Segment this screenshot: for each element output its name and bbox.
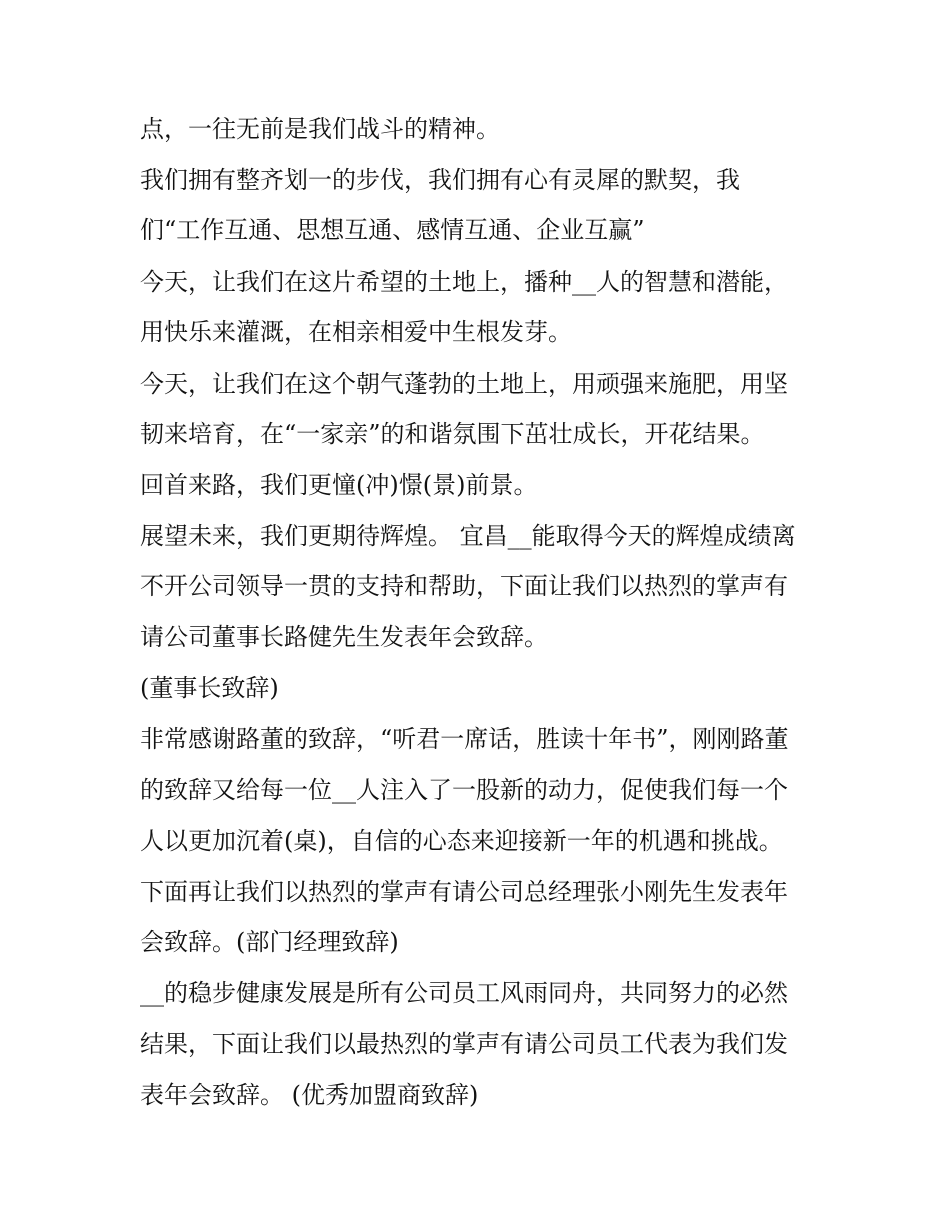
text-line: 们“工作互通、思想互通、感情互通、企业互赢” <box>140 216 645 244</box>
text-line: 的致辞又给每一位__人注入了一股新的动力，促使我们每一个 <box>140 776 788 804</box>
text-line: 今天，让我们在这个朝气蓬勃的土地上，用顽强来施肥，用坚 <box>140 370 788 398</box>
text-line: 结果，下面让我们以最热烈的掌声有请公司员工代表为我们发 <box>140 1030 788 1058</box>
text-line: 不开公司领导一贯的支持和帮助，下面让我们以热烈的掌声有 <box>140 572 788 600</box>
text-line: 用快乐来灌溉，在相亲相爱中生根发芽。 <box>140 318 572 346</box>
text-line: 下面再让我们以热烈的掌声有请公司总经理张小刚先生发表年 <box>140 878 788 906</box>
text-line: 点，一往无前是我们战斗的精神。 <box>140 115 500 143</box>
text-line: 人以更加沉着(桌)，自信的心态来迎接新一年的机遇和挑战。 <box>140 827 783 855</box>
text-line: 非常感谢路董的致辞，“听君一席话，胜读十年书”，刚刚路董 <box>140 725 789 753</box>
text-line: 请公司董事长路健先生发表年会致辞。 <box>140 623 548 651</box>
text-line: 展望未来，我们更期待辉煌。 宜昌__能取得今天的辉煌成绩离 <box>140 522 796 550</box>
text-line: 回首来路，我们更憧(冲)憬(景)前景。 <box>140 471 538 499</box>
text-line: 表年会致辞。 (优秀加盟商致辞) <box>140 1081 479 1109</box>
text-line: 韧来培育，在“一家亲”的和谐氛围下茁壮成长，开花结果。 <box>140 420 765 448</box>
text-line: 我们拥有整齐划一的步伐，我们拥有心有灵犀的默契，我 <box>140 166 740 194</box>
text-line: 今天，让我们在这片希望的土地上，播种__人的智慧和潜能， <box>140 268 788 296</box>
text-line: (董事长致辞) <box>140 674 279 702</box>
text-line: 会致辞。(部门经理致辞) <box>140 928 399 956</box>
text-line: __的稳步健康发展是所有公司员工风雨同舟，共同努力的必然 <box>140 979 788 1007</box>
